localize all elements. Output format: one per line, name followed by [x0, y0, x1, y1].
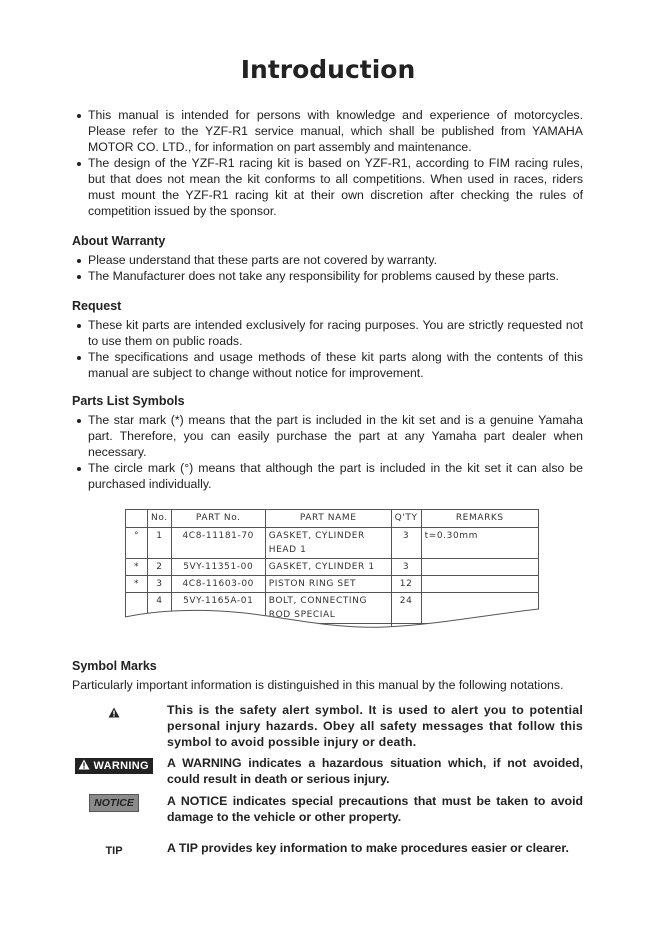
cell-mark: °	[126, 528, 148, 559]
cell-part-name: BOLT, CONNECTING ROD SPECIAL	[265, 593, 391, 624]
notice-text: A NOTICE indicates special precautions that must be taken to avoid damage to the vehicle or other property.	[167, 794, 583, 824]
warning-label: WARNING	[93, 760, 149, 772]
list-item: The Manufacturer does not take any responsibility for problems caused by these parts.	[72, 268, 583, 284]
torn-edge	[125, 509, 539, 633]
tip-badge	[72, 841, 156, 859]
list-item: This manual is intended for persons with knowledge and experience of motorcycles. Please refer to the YZF-R1 service manual, which shall be published from YAMAHA MOTOR CO. LTD., for information on part assembly and maintenance.	[72, 107, 583, 155]
warning-badge	[72, 756, 156, 774]
list-item: The specifications and usage methods of these kit parts along with the contents of this manual are subject to change without notice for improvement.	[72, 349, 583, 381]
warning-text: A WARNING indicates a hazardous situation which, if not avoided, could result in death or serious injury.	[167, 756, 583, 786]
cell-qty: 3	[391, 528, 421, 559]
header-remarks: REMARKS	[421, 510, 538, 528]
section-heading: Symbol Marks	[72, 659, 157, 673]
cell-mark: *	[126, 576, 148, 593]
cell-part-name: GASKET, CYLINDER 1	[265, 559, 391, 576]
tip-text: A TIP provides key information to make procedures easier or clearer.	[167, 841, 569, 855]
cell-no: 1	[148, 528, 172, 559]
section-heading: Parts List Symbols	[72, 394, 185, 408]
warning-icon	[78, 759, 90, 770]
warranty-section	[72, 233, 583, 284]
cell-no: 2	[148, 559, 172, 576]
cell-part-name: GASKET, CYLINDER HEAD 1	[265, 528, 391, 559]
intro-section	[72, 107, 583, 219]
symbol-marks-intro	[72, 658, 583, 693]
list-item: The circle mark (°) means that although the part is included in the kit set it can also be purchased individually.	[72, 460, 583, 492]
header-part-name: PART NAME	[265, 510, 391, 528]
safety-alert-text: This is the safety alert symbol. It is used to alert you to potential personal injury hazards. Obey all safety messages that follow this symbol to avoid possible injury or death.	[167, 703, 583, 749]
list-item: Please understand that these parts are not covered by warranty.	[72, 252, 583, 268]
cell-part-no: 4C8-11181-70	[171, 528, 265, 559]
cell-part-no: 4C8-11603-00	[171, 576, 265, 593]
cell-qty: 24	[391, 593, 421, 624]
cell-part-no: 5VY-11351-00	[171, 559, 265, 576]
header-part-no: PART No.	[171, 510, 265, 528]
cell-no: 3	[148, 576, 172, 593]
tip-label: TIP	[105, 845, 123, 857]
list-item: The design of the YZF-R1 racing kit is based on YZF-R1, according to FIM racing rules, but that does not mean the kit conforms to all competitions. When used in races, riders must mount the YZF-R1 racing kit at their own discretion after checking the rules of competition issued by the sponsor.	[72, 155, 583, 219]
cell-mark: *	[126, 559, 148, 576]
parts-symbols-section	[72, 393, 583, 492]
parts-table-sample	[125, 509, 539, 633]
cell-part-name: PISTON RING SET	[265, 576, 391, 593]
section-heading: About Warranty	[72, 234, 166, 248]
notice-badge	[72, 793, 156, 812]
cell-part-no: 5VY-1165A-01	[171, 593, 265, 624]
symbol-marks-description: Particularly important information is distinguished in this manual by the following notations.	[72, 678, 564, 692]
list-item: The star mark (*) means that the part is included in the kit set and is a genuine Yamaha part. Therefore, you can easily purchase the part at any Yamaha part dealer when necessary.	[72, 412, 583, 460]
request-section	[72, 298, 583, 381]
header-qty: Q'TY	[391, 510, 421, 528]
list-item: These kit parts are intended exclusively for racing purposes. You are strictly requested not to use them on public roads.	[72, 317, 583, 349]
safety-alert-icon	[72, 705, 156, 723]
cell-qty: 3	[391, 559, 421, 576]
page-title: Introduction	[240, 55, 416, 84]
cell-qty: 12	[391, 576, 421, 593]
notice-label: NOTICE	[89, 794, 139, 812]
header-no: No.	[148, 510, 172, 528]
section-heading: Request	[72, 299, 122, 313]
cell-no: 4	[148, 593, 172, 624]
cell-remarks: t=0.30mm	[421, 528, 538, 559]
